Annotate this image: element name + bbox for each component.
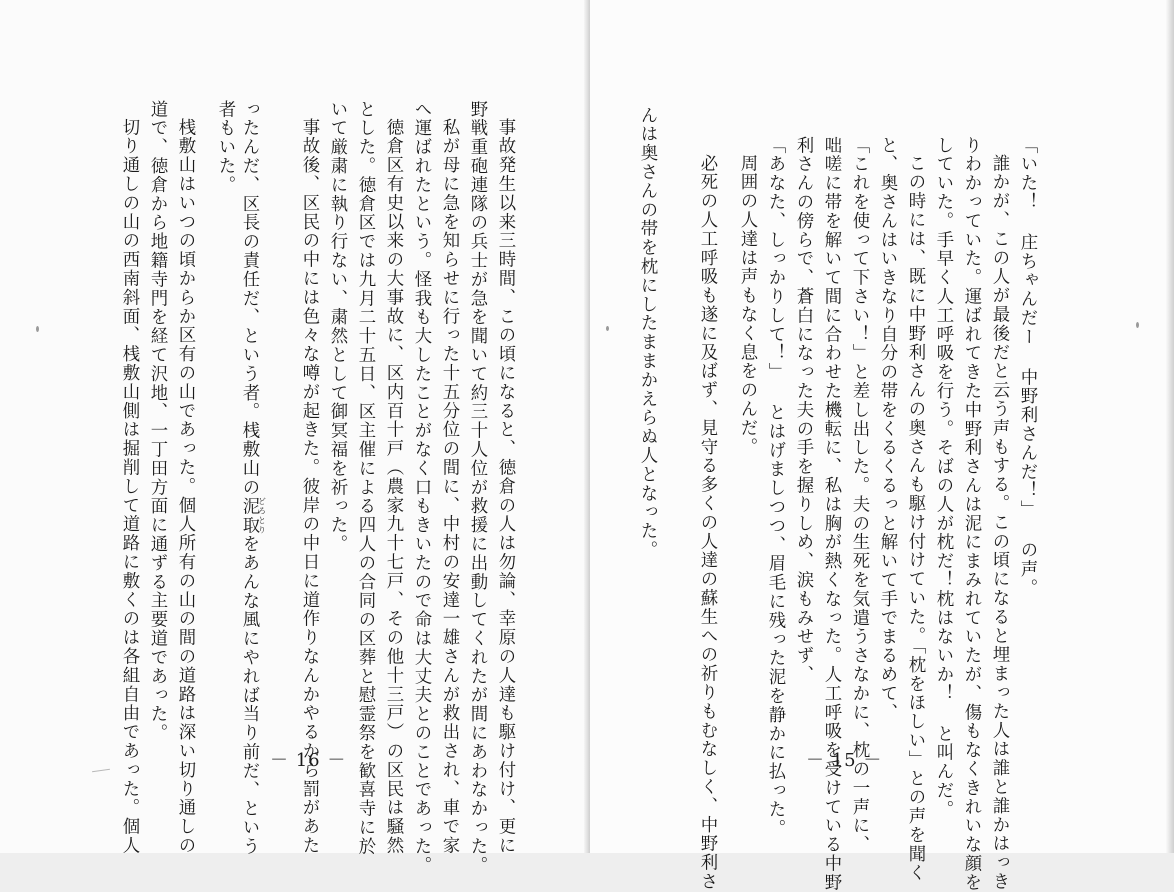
- page-edge: [1166, 0, 1174, 853]
- text-column: んは奥さんの帯を枕にしたままかえらぬ人となった。: [637, 106, 657, 560]
- text-column: と、奥さんはいきなり自分の帯をくるくるっと解いて手でまるめて、: [877, 136, 897, 722]
- scan-mark: [606, 326, 609, 331]
- text-column: 利さんの傍らで、蒼白になった夫の手を握りしめ、涙もみせず、: [793, 136, 813, 685]
- text-column: 桟敷山はいつの頃からか区有の山であった。個人所有の山の間の道路は深い切り通しの: [175, 118, 195, 856]
- text-column: 野戦重砲連隊の兵士が急を聞いて約三十人位が救援に出動してくれたが間にあわなかった。: [467, 100, 487, 875]
- text-column: 咄嗟に帯を解いて間に合わせた機転に、私は胸が熱くなった。人工呼吸を受けている中野: [821, 136, 841, 892]
- text-column: していた。手早く人工呼吸を行う。そばの人が枕だ！枕はないか！ と叫んだ。: [933, 136, 953, 819]
- text-column: 「いた！ 庄ちゃんだー 中野利さんだ！」 の声。: [1017, 136, 1037, 598]
- scan-mark: [92, 769, 110, 772]
- text-column: とした。徳倉区では九月二十五日、区主催による四人の合同の区葬と慰霊祭を歓喜寺に於: [355, 100, 375, 856]
- text-column: 事故発生以来三時間、この頃になると、徳倉の人は勿論、幸原の人達も駆け付け、更に: [495, 118, 515, 856]
- left-page: [0, 0, 588, 875]
- text-column: ったんだ、区長の責任だ、という者。桟敷山の泥取どろとりをあんな風にやれば当り前だ、という: [239, 100, 267, 857]
- text-column: 切り通しの山の西南斜面、桟敷山側は掘削して道路に敷くのは各組自由であった。個人: [119, 118, 139, 856]
- page-number: － 15 －: [806, 750, 883, 771]
- text-column: この時には、既に中野利さんの奥さんも駆け付けていた。「枕をほしい」との声を聞く: [905, 154, 925, 883]
- text-column: 「これを使って下さい！」と差し出した。夫の生死を気遣うさなかに、枕の一声に、: [849, 136, 869, 855]
- text-column: 徳倉区有史以来の大事故に、区内百十戸（農家九十七戸、その他十三戸）の区民は騒然: [383, 118, 403, 856]
- scan-mark: [36, 326, 39, 332]
- text-column: 道で、徳倉から地籍寺門を経て沢地、一丁田方面に通ずる主要道であった。: [147, 100, 167, 743]
- ruby-text: 泥取どろとり: [239, 496, 267, 535]
- text-column: 者もいた。: [215, 100, 235, 195]
- text-column: へ運ばれたという。怪我も大したことがなく口もきいたので命は大丈夫とのことであった。: [411, 100, 431, 875]
- right-page: [590, 0, 1174, 892]
- text-column: 「あなた、しっかりして！」 とはげましつつ、眉毛に残った泥を静かに払った。: [765, 136, 785, 838]
- text-column: 周囲の人達は声もなく息をのんだ。: [737, 154, 757, 457]
- page-number: － 16 －: [270, 750, 347, 771]
- text-column: 誰かが、この人が最後だと云う声もする。この頃になると埋まった人は誰と誰かはっき: [989, 154, 1009, 892]
- ruby-reading: どろとり: [257, 496, 267, 535]
- scan-mark: [1136, 322, 1139, 328]
- text-column: 私が母に急を知らせに行った十五分位の間に、中村の安達一雄さんが救出され、車で家: [439, 118, 459, 856]
- text-column: りわかっていた。運ばれてきた中野利さんは泥にまみれていたが、傷もなくきれいな顔を: [961, 136, 981, 892]
- text-column: 必死の人工呼吸も遂に及ばず、見守る多くの人達の蘇生への祈りもむなしく、中野利さ: [697, 154, 717, 892]
- text-column: 事故後、区民の中には色々な噂が起きた。彼岸の中日に道作りなんかやるから罰があた: [299, 118, 319, 856]
- text-column: いて厳粛に執り行ない、粛然として御冥福を祈った。: [327, 100, 347, 554]
